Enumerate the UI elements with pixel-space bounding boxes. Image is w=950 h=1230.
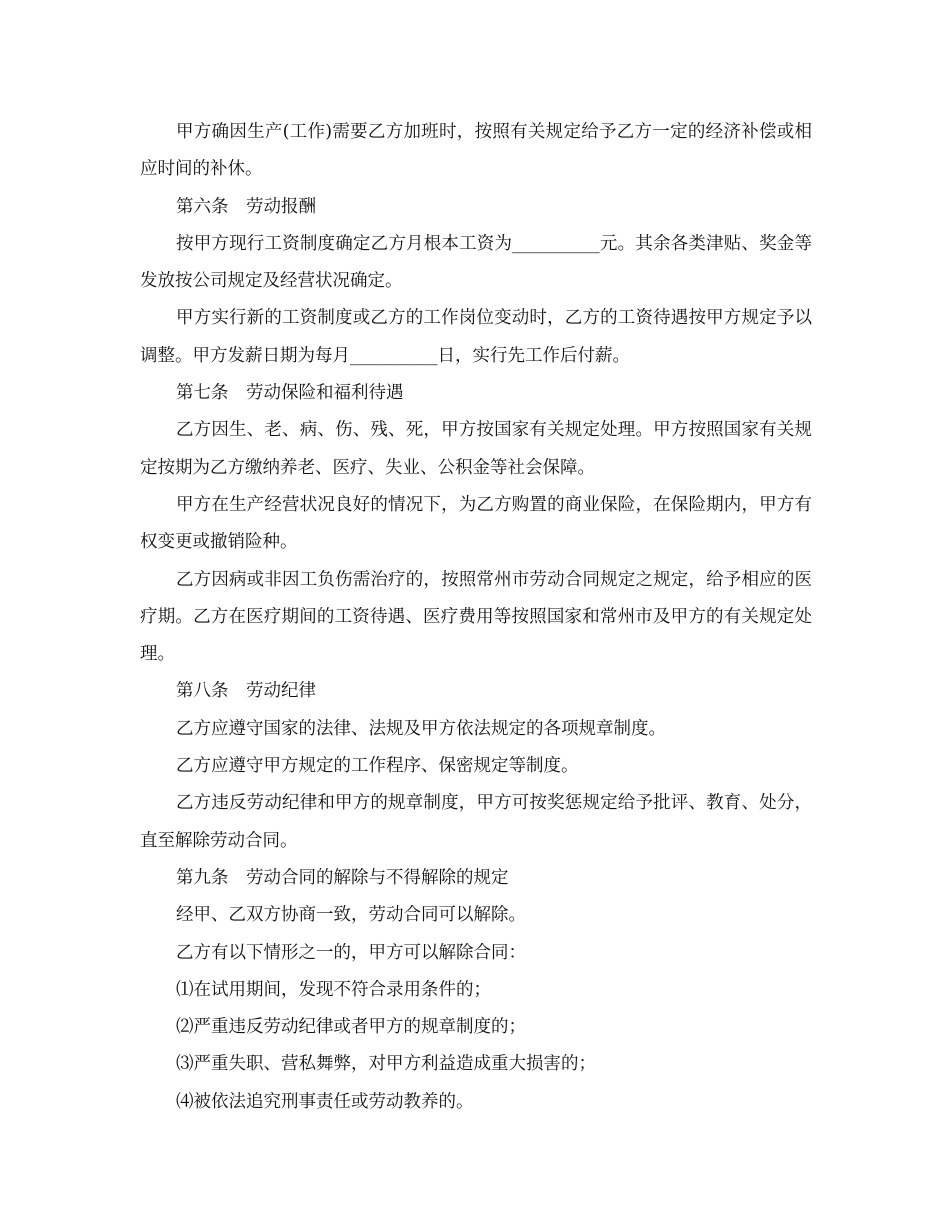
paragraph-social-insurance: 乙方因生、老、病、伤、残、死，甲方按国家有关规定处理。甲方按照国家有关规定按期为乙方缴纳养老、医疗、失业、公积金等社会保障。 <box>140 420 812 478</box>
paragraph-discipline-violation: 乙方违反劳动纪律和甲方的规章制度，甲方可按奖惩规定给予批评、教育、处分，直至解除劳动合同。 <box>140 793 812 851</box>
paragraph-termination-conditions: 乙方有以下情形之一的，甲方可以解除合同： <box>176 942 526 963</box>
paragraph-base-salary: 按甲方现行工资制度确定乙方月根本工资为__________元。其余各类津贴、奖金等发放按公司规定及经营状况确定。 <box>140 233 812 292</box>
list-item-2: ⑵严重违反劳动纪律或者甲方的规章制度的； <box>176 1017 526 1038</box>
article-6-heading: 第六条 劳动报酬 <box>176 196 316 217</box>
paragraph-medical-period: 乙方因病或非因工负伤需治疗的，按照常州市劳动合同规定之规定，给予相应的医疗期。乙方在医疗期间的工资待遇、医疗费用等按照国家和常州市及甲方的有关规定处理。 <box>140 569 812 665</box>
paragraph-obey-procedures: 乙方应遵守甲方规定的工作程序、保密规定等制度。 <box>176 756 579 777</box>
paragraph-pay-adjustment: 甲方实行新的工资制度或乙方的工作岗位变动时，乙方的工资待遇按甲方规定予以调整。甲方发薪日期为每月__________日，实行先工作后付薪。 <box>140 308 812 366</box>
paragraph-commercial-insurance: 甲方在生产经营状况良好的情况下，为乙方购置的商业保险，在保险期内，甲方有权变更或撤销险种。 <box>140 494 812 553</box>
article-9-heading: 第九条 劳动合同的解除与不得解除的规定 <box>176 867 509 888</box>
paragraph-overtime: 甲方确因生产(工作)需要乙方加班时，按照有关规定给予乙方一定的经济补偿或相应时间的补休。 <box>140 122 812 180</box>
list-item-4: ⑷被依法追究刑事责任或劳动教养的。 <box>176 1091 474 1112</box>
article-7-heading: 第七条 劳动保险和福利待遇 <box>176 383 404 404</box>
paragraph-obey-laws: 乙方应遵守国家的法律、法规及甲方依法规定的各项规章制度。 <box>176 718 666 739</box>
list-item-3: ⑶严重失职、营私舞弊，对甲方利益造成重大损害的； <box>176 1054 596 1075</box>
list-item-1: ⑴在试用期间，发现不符合录用条件的； <box>176 979 491 1000</box>
paragraph-mutual-termination: 经甲、乙双方协商一致，劳动合同可以解除。 <box>176 905 526 926</box>
article-8-heading: 第八条 劳动纪律 <box>176 681 316 702</box>
document-body <box>140 114 812 1121</box>
